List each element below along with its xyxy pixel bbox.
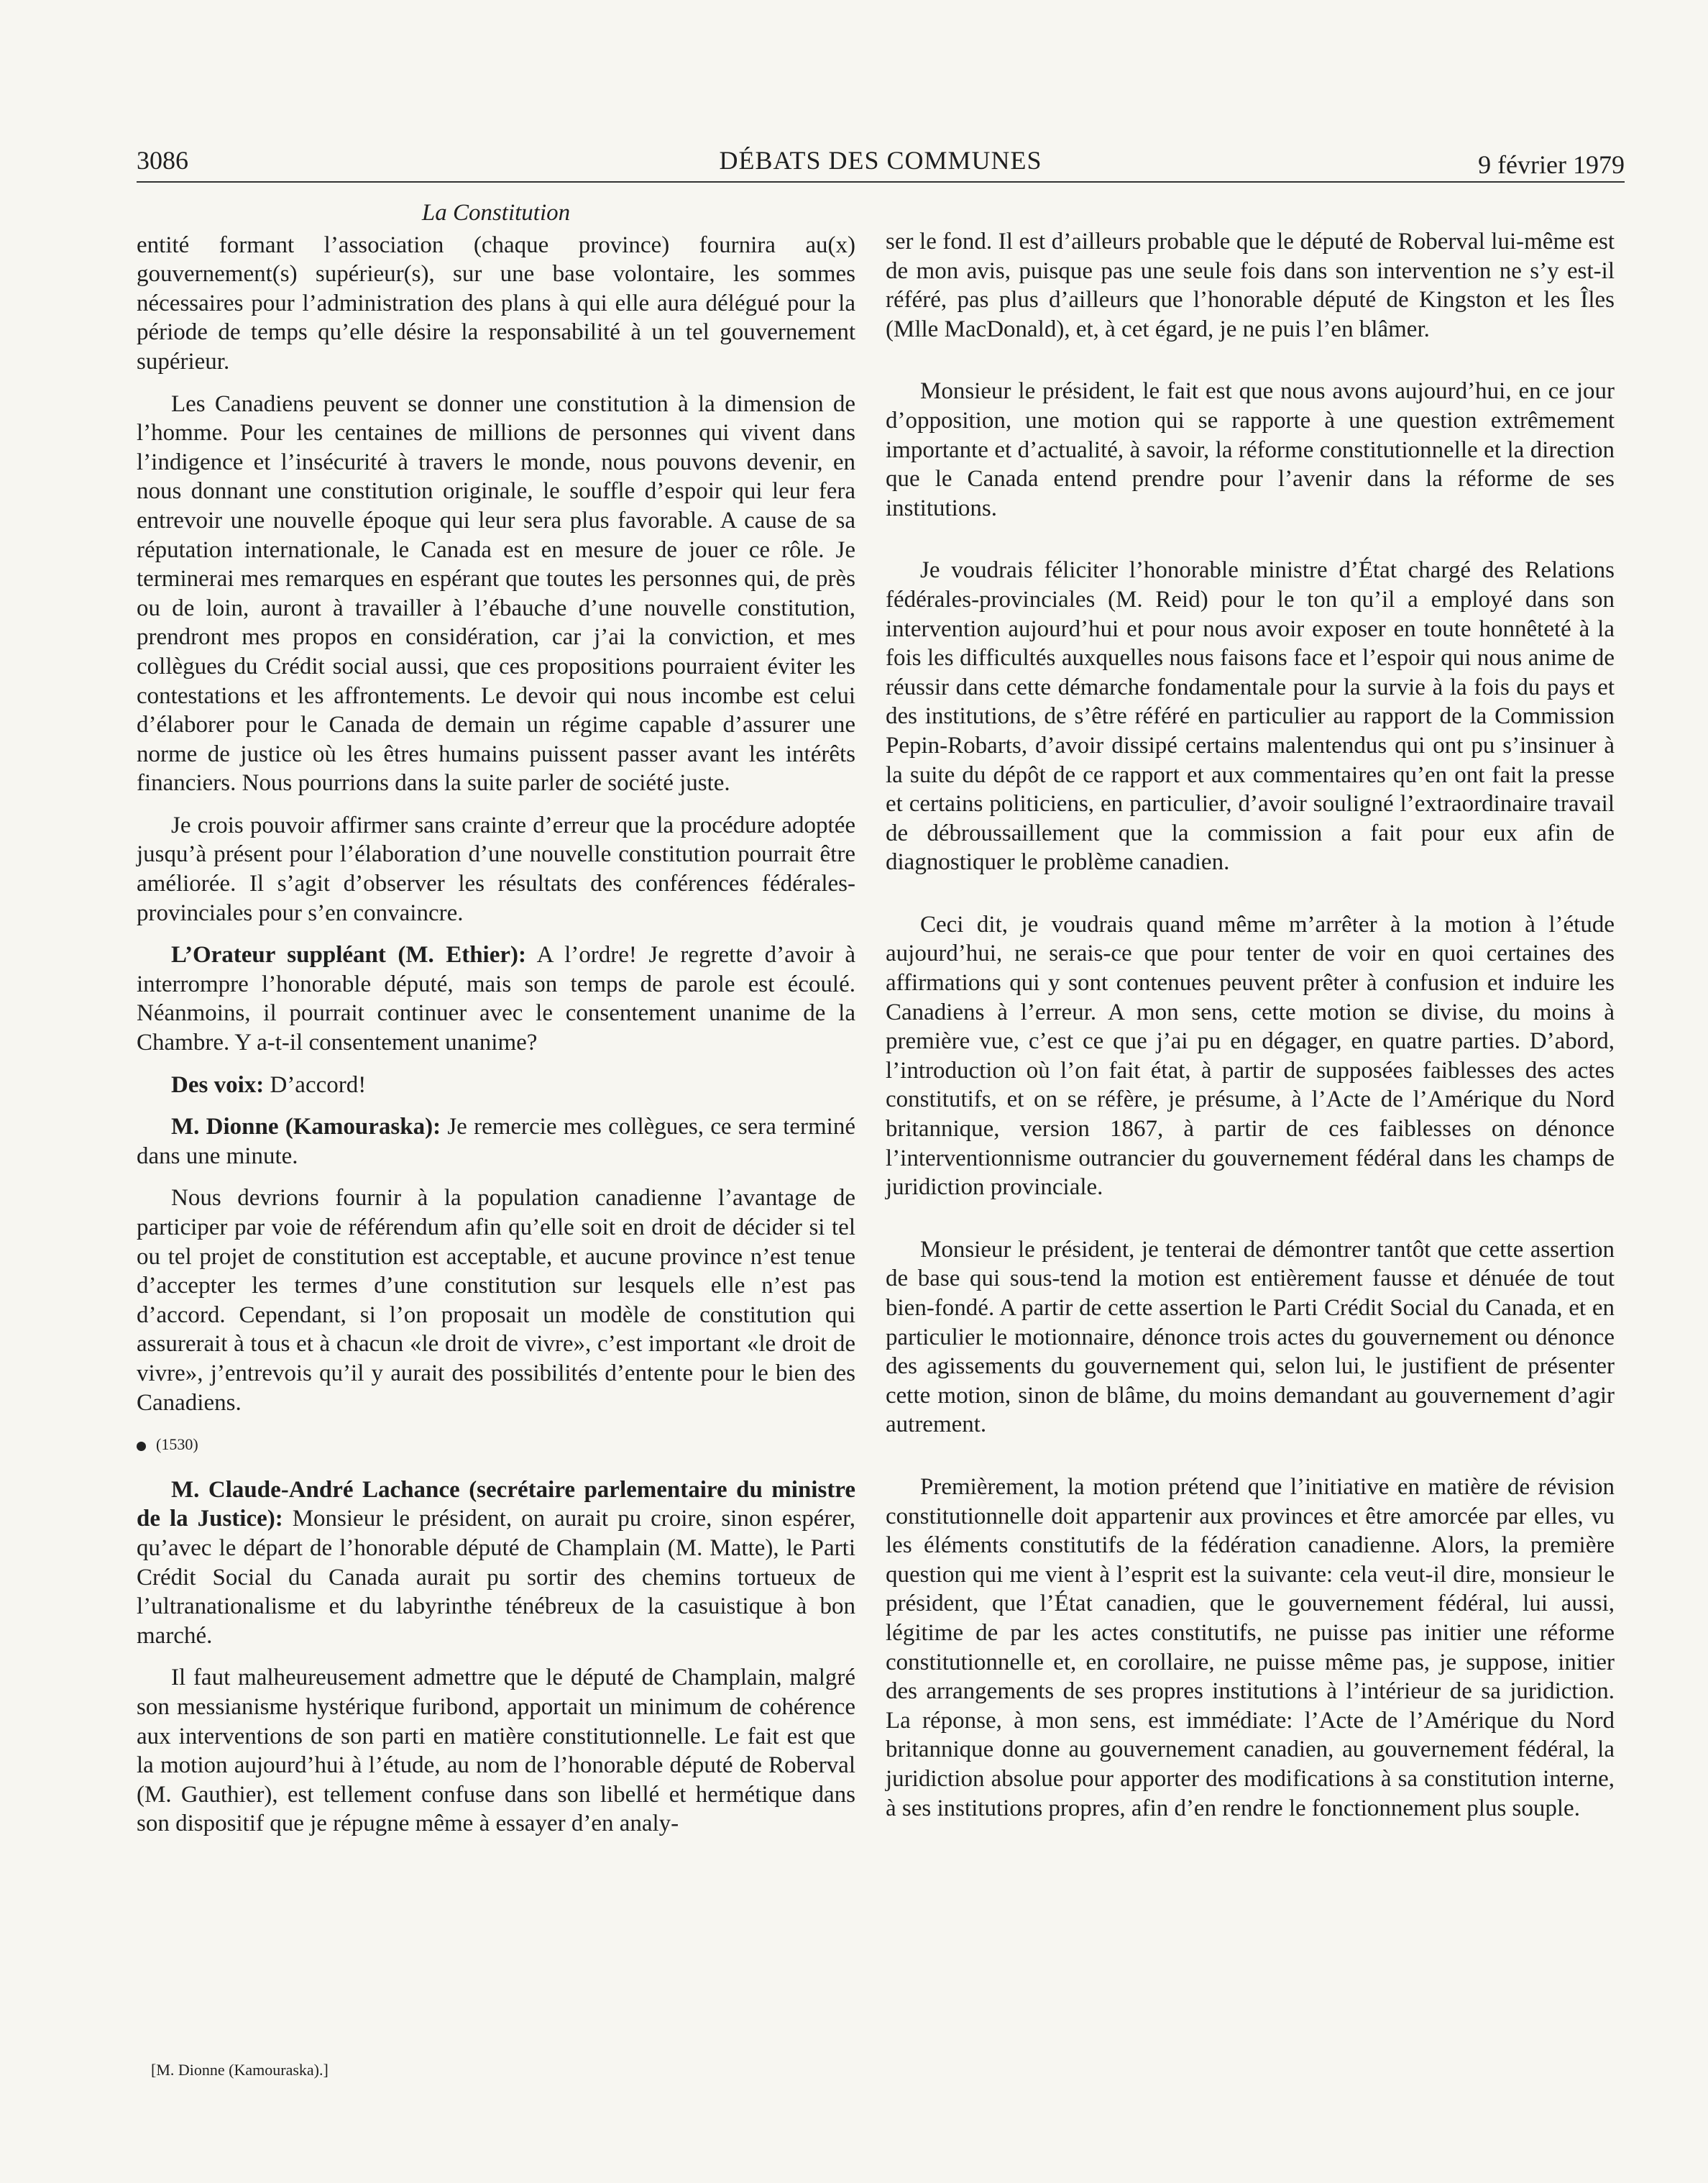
paragraph: Nous devrions fournir à la population canadienne l’avantage de participer par voie de référendum afin qu’elle soit en droit de décider si tel ou tel projet de constitution est acceptable, et aucune province n’est tenue d’accepter les termes d’une constitution sur lesquels elle n’est pas d’accord. Cependant, si l’on proposait un modèle de constitution qui assurerait à tous et à chacun «le droit de vivre», c’est important «le droit de vivre», j’entrevois qu’il y aurait des possibilités d’entente pour le bien des Canadiens.	[137, 1185, 855, 1416]
page-number: 3086	[137, 146, 188, 175]
paragraph: entité formant l’association (chaque province) fournira au(x) gouvernement(s) supérieur(s), sur une base volontaire, les sommes nécessaires pour l’administration des plans à qui elle aura délégué pour la période de temps qu’elle désire la responsabilité à un tel gouvernement supérieur.	[137, 232, 855, 375]
right-column	[886, 227, 1615, 1856]
speaker-name: M. Dionne (Kamouraska):	[171, 1114, 441, 1140]
left-column	[137, 194, 855, 1852]
speech	[137, 1112, 855, 1171]
speech-text: Monsieur le président, on aurait pu croire, sinon espérer, qu’avec le départ de l’honorable député de Champlain (M. Matte), le Parti Crédit Social du Canada aurait pu sortir des chemins tortueux de l’ultranationalisme et du labyrinthe ténébreux de la casuistique à bon marché.	[137, 1506, 855, 1649]
speaker-name: Des voix:	[171, 1071, 265, 1098]
paragraph: Je crois pouvoir affirmer sans crainte d’erreur que la procédure adoptée jusqu’à présent pour l’élaboration d’une nouvelle constitution pourrait être améliorée. Il s’agit d’observer les résultats des conférences fédérales-provinciales pour s’en convaincre.	[137, 812, 855, 926]
time-marker-text: (1530)	[156, 1435, 198, 1454]
issue-date: 9 février 1979	[1478, 150, 1625, 179]
speaker-name: M. Claude-André Lachance (secrétaire parlementaire du ministre de la Justice):	[137, 1476, 855, 1532]
section-title: La Constitution	[421, 200, 571, 226]
journal-title: DÉBATS DES COMMUNES	[719, 146, 1042, 175]
speech	[137, 941, 855, 1057]
speaker-name: L’Orateur suppléant (M. Ethier):	[171, 942, 526, 969]
time-marker	[137, 1430, 855, 1460]
paragraph: Monsieur le président, je tenterai de démontrer tantôt que cette assertion de base qui sous-tend la motion est entièrement fausse et dénuée de tout bien-fondé. A partir de cette assertion le Parti Crédit Social du Canada, et en particulier le motionnaire, dénonce trois actes du gouvernement ou dénonce des agissements du gouvernement qui, selon lui, le justifient de présenter cette motion, sinon de blâme, du moins demandant au gouvernement d’agir autrement.	[886, 1236, 1615, 1438]
paragraph: Ceci dit, je voudrais quand même m’arrêter à la motion à l’étude aujourd’hui, ne serais-ce que pour tenter de voir en quoi certaines des affirmations qui y sont contenues peuvent prêter à confusion et induire les Canadiens à l’erreur. A mon sens, cette motion se divise, du moins à première vue, c’est ce que j’ai pu en dégager, en quatre parties. D’abord, l’introduction où l’on fait état, à partir de supposées faiblesses des actes constitutifs, et on se réfère, je présume, à l’Acte de l’Amérique du Nord britannique, version 1867, à partir de ces faiblesses on dénonce l’interventionnisme outrancier du gouvernement fédéral dans les champs de juridiction provinciale.	[886, 911, 1615, 1201]
paragraph: Il faut malheureusement admettre que le député de Champlain, malgré son messianisme hystérique furibond, apportait un minimum de cohérence aux interventions de son parti en matière constitutionnelle. Le fait est que la motion aujourd’hui à l’étude, au nom de l’honorable député de Roberval (M. Gauthier), est tellement confuse dans son libellé et hermétique dans son dispositif que je répugne même à essayer d’en analy-	[137, 1665, 855, 1837]
paragraph: ser le fond. Il est d’ailleurs probable que le député de Roberval lui-même est de mon avis, puisque pas une seule fois dans son intervention ne s’y est-il référé, pas plus d’ailleurs que l’honorable député de Kingston et les Îles (Mlle MacDonald), et, à cet égard, je ne puis l’en blâmer.	[886, 229, 1615, 342]
speech-text: A l’ordre! Je regrette d’avoir à interrompre l’honorable député, mais son temps de parole est écoulé. Néanmoins, il pourrait continuer avec le consentement unanime de la Chambre. Y a-t-il consentement unanime?	[137, 942, 855, 1056]
speech	[137, 1071, 855, 1100]
footer-speaker-note: [M. Dionne (Kamouraska).]	[151, 2061, 329, 2079]
paragraph: Monsieur le président, le fait est que nous avons aujourd’hui, en ce jour d’opposition, une motion qui se rapporte à une question extrêmement importante et d’actualité, à savoir, la réforme constitutionnelle et la direction que le Canada entend prendre pour l’avenir dans la réforme de ses institutions.	[886, 378, 1615, 521]
paragraph: Les Canadiens peuvent se donner une constitution à la dimension de l’homme. Pour les centaines de millions de personnes qui vivent dans l’indigence et l’insécurité à travers le monde, nous pouvons devenir, en nous donnant une constitution originale, le souffle d’espoir qui leur fera entrevoir une nouvelle époque qui leur sera plus favorable. A cause de sa réputation internationale, le Canada est en mesure de jouer ce rôle. Je terminerai mes remarques en espérant que toutes les personnes qui, de près ou de loin, auront à travailler à l’ébauche d’une nouvelle constitution, prendront mes propos en considération, car j’ai la conviction, et mes collègues du Crédit social aussi, que ces propositions pourraient éviter les contestations et les affrontements. Le devoir qui nous incombe est celui d’élaborer pour le Canada de demain un régime capable d’assurer une norme de justice où les êtres humains puissent passer avant les intérêts financiers. Nous pourrions dans la suite parler de société juste.	[137, 390, 855, 797]
speech-text: D’accord!	[264, 1071, 367, 1098]
paragraph: Premièrement, la motion prétend que l’initiative en matière de révision constitutionnelle doit appartenir aux provinces et être amorcée par elles, vu les éléments constitutifs de la fédération canadienne. Alors, la première question qui me vient à l’esprit est la suivante: cela veut-il dire, monsieur le président, que l’État canadien, que le gouvernement fédéral, lui aussi, légitime de par les actes constitutifs, ne puisse pas initier une réforme constitutionnelle et, en corollaire, ne puisse même pas, je suppose, initier des arrangements de ses propres institutions à l’intérieur de sa juridiction. La réponse, à mon sens, est immédiate: l’Acte de l’Amérique du Nord britannique donne au gouvernement canadien, au gouvernement fédéral, la juridiction absolue pour apporter des modifications à sa constitution interne, à ses institutions propres, afin d’en rendre le fonctionnement plus souple.	[886, 1473, 1615, 1821]
speech-text: Je remercie mes collègues, ce sera terminé dans une minute.	[137, 1114, 855, 1169]
bullet-icon	[137, 1442, 146, 1451]
paragraph: Je voudrais féliciter l’honorable ministre d’État chargé des Relations fédérales-provinciales (M. Reid) pour le ton qu’il a employé dans son intervention aujourd’hui et pour nous avoir exposer en toute honnêteté à la fois les difficultés auxquelles nous faisons face et l’espoir qui nous anime de réussir dans cette démarche fondamentale pour la survie à la fois du pays et des institutions, de s’être référé en particulier au rapport de la Commission Pepin-Robarts, d’avoir dissipé certains malentendus qui ont pu s’insinuer à la suite du dépôt de ce rapport et aux commentaires qu’en ont fait la presse et certains politiciens, en particulier, d’avoir souligné l’extraordinaire travail de débroussaillement que la commission a fait pour eux afin de diagnostiquer le problème canadien.	[886, 557, 1615, 876]
running-header	[137, 141, 1625, 183]
speech	[137, 1475, 855, 1651]
